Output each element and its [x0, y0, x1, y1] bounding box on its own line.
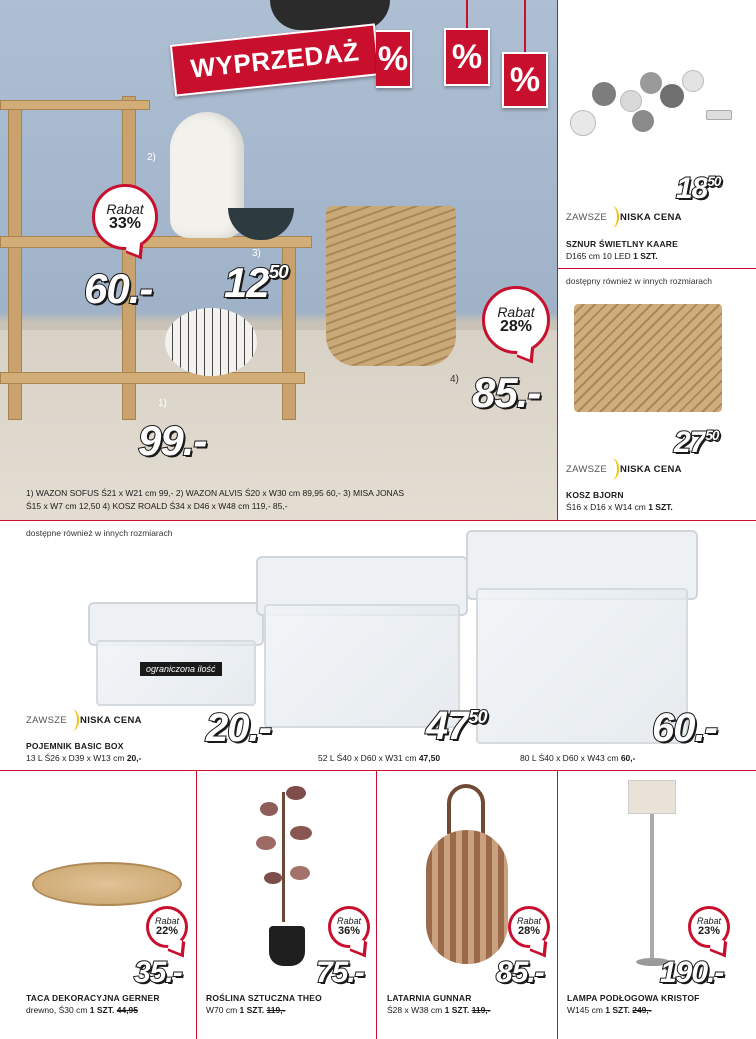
vase-sofus	[165, 308, 257, 376]
marker-4: 4)	[450, 374, 459, 385]
price-text: 20,-	[126, 753, 142, 763]
lantern-handle	[447, 784, 485, 834]
product-name: POJEMNIK BASIC BOX	[26, 741, 124, 751]
price-bjorn	[674, 428, 718, 458]
rabat-badge	[146, 906, 188, 948]
price-cents: 50	[705, 428, 719, 444]
product-desc	[387, 1005, 491, 1015]
niska-cena-text: NISKA CENA	[80, 714, 142, 726]
qty-text: 1 SZT.	[444, 1005, 470, 1015]
zawsze-text: ZAWSZE	[26, 714, 68, 726]
desc-text: Ś28 x W38 cm	[387, 1005, 443, 1015]
sale-banner: WYPRZEDAŻ	[170, 23, 380, 96]
zawsze-niska-cena-logo	[566, 458, 682, 480]
desc-text: 80 L Ś40 x D60 x W43 cm	[520, 753, 619, 763]
price-whole: 47	[426, 704, 469, 748]
price-box-small: 20.-	[206, 706, 271, 750]
rabat-value: 28%	[517, 925, 541, 937]
logo-arc	[605, 206, 619, 228]
product-desc	[566, 502, 673, 512]
product-name: KOSZ BJORN	[566, 490, 624, 500]
basket-roald	[326, 206, 456, 366]
rabat-label: Rabat	[336, 916, 362, 926]
price-whole: 12	[224, 259, 269, 306]
rabat-badge	[508, 906, 550, 948]
marker-2: 2)	[147, 152, 156, 163]
zawsze-niska-cena-logo	[566, 206, 682, 228]
qty-text: 1 SZT.	[648, 502, 673, 512]
rabat-value: 23%	[697, 925, 721, 937]
rabat-badge-28	[482, 286, 550, 354]
desc-text: 13 L Ś26 x D39 x W13 cm	[26, 753, 125, 763]
divider	[0, 770, 756, 771]
desc-text: drewno, Ś30 cm	[26, 1005, 88, 1015]
boxes-note: dostępne również w innych rozmiarach	[26, 528, 173, 538]
plant-pot	[269, 926, 305, 966]
plant-theo-image	[252, 782, 318, 922]
divider	[557, 268, 756, 269]
rabat-value: 28%	[499, 318, 533, 335]
product-name: ROŚLINA SZTUCZNA THEO	[206, 993, 322, 1003]
divider	[557, 770, 558, 1039]
rabat-label: Rabat	[154, 916, 180, 926]
shelf-board	[0, 100, 150, 110]
divider	[196, 770, 197, 1039]
rabat-label: Rabat	[497, 304, 535, 320]
product-name: LAMPA PODŁOGOWA KRISTOF	[567, 993, 700, 1003]
sign-string	[466, 0, 468, 30]
price-vase-alvis: 60.-	[84, 265, 153, 312]
price-cents: 50	[468, 706, 487, 727]
bjorn-note: dostępny również w innych rozmiarach	[566, 276, 712, 286]
old-price: 119,-	[266, 1005, 286, 1015]
old-price: 249,-	[632, 1005, 652, 1015]
lamp-pole	[650, 814, 654, 962]
price-box-mid	[426, 706, 487, 746]
niska-cena-text: NISKA CENA	[620, 211, 682, 223]
divider	[376, 770, 377, 1039]
price-box-large: 60.-	[652, 706, 717, 750]
price-cents: 50	[268, 261, 288, 283]
tray-gerner-image	[32, 862, 182, 906]
rabat-label: Rabat	[106, 201, 144, 217]
zawsze-text: ZAWSZE	[566, 463, 608, 475]
rabat-value: 33%	[108, 215, 142, 232]
divider	[0, 520, 756, 521]
old-price: 44,95	[116, 1005, 139, 1015]
rabat-badge-33	[92, 184, 158, 250]
shelf-board	[0, 372, 305, 384]
logo-arc	[65, 709, 79, 731]
product-name: LATARNIA GUNNAR	[387, 993, 472, 1003]
lamp-shade	[628, 780, 676, 814]
niska-cena-text: NISKA CENA	[620, 463, 682, 475]
qty-text: 1 SZT.	[239, 1005, 265, 1015]
box-small-desc	[26, 753, 141, 763]
product-desc	[567, 1005, 652, 1015]
price-whole: 27	[674, 426, 706, 459]
percent-sign-2: %	[444, 28, 490, 86]
hero-caption	[26, 487, 546, 513]
product-desc	[26, 1005, 138, 1015]
price-kaare	[676, 174, 720, 204]
product-desc	[566, 251, 658, 261]
price-gerner: 35.-	[134, 956, 182, 989]
product-name: TACA DEKORACYJNA GERNER	[26, 993, 160, 1003]
box-large-desc	[520, 753, 635, 763]
desc-text: W70 cm	[206, 1005, 238, 1015]
price-kristof: 190.-	[660, 956, 724, 989]
desc-text: Ś16 x D16 x W14 cm	[566, 502, 646, 512]
price-text: 60,-	[620, 753, 636, 763]
zawsze-niska-cena-logo	[26, 709, 142, 731]
rabat-badge	[688, 906, 730, 948]
price-basket-roald: 85.-	[472, 369, 541, 416]
price-cents: 50	[707, 174, 721, 190]
qty-text: 1 SZT.	[89, 1005, 115, 1015]
rabat-value: 36%	[337, 925, 361, 937]
hero-caption-line1: 1) WAZON SOFUS Ś21 x W21 cm 99,- 2) WAZON ALVIS Ś20 x W30 cm 89,95 60,- 3) MISA JONAS	[26, 488, 405, 498]
lantern-gunnar-image	[426, 830, 508, 964]
percent-sign-1: %	[376, 30, 412, 88]
price-bowl-jonas	[224, 259, 288, 306]
price-gunnar: 85.-	[496, 956, 544, 989]
divider	[557, 0, 558, 520]
price-vase-sofus: 99.-	[138, 417, 207, 464]
percent-sign-3: %	[502, 52, 548, 108]
price-theo: 75.-	[316, 956, 364, 989]
price-text: 47,50	[418, 753, 441, 763]
rabat-value: 22%	[155, 925, 179, 937]
string-lights-image	[570, 70, 740, 140]
price-whole: 18	[676, 172, 708, 205]
hero-caption-line2: Ś15 x W7 cm 12,50 4) KOSZ ROALD Ś34 x D46 x W48 cm 119,- 85,-	[26, 501, 288, 511]
old-price: 119,-	[471, 1005, 491, 1015]
product-name: SZNUR ŚWIETLNY KAARE	[566, 239, 678, 249]
marker-3: 3)	[252, 248, 261, 259]
desc-text: 52 L Ś40 x D60 x W31 cm	[318, 753, 417, 763]
marker-1: 1)	[158, 398, 167, 409]
desc-text: D165 cm 10 LED	[566, 251, 631, 261]
qty-text: 1 SZT.	[633, 251, 658, 261]
qty-text: 1 SZT.	[605, 1005, 630, 1015]
rabat-label: Rabat	[696, 916, 722, 926]
rabat-badge	[328, 906, 370, 948]
rabat-label: Rabat	[516, 916, 542, 926]
logo-arc	[605, 458, 619, 480]
sign-string	[524, 0, 526, 54]
product-desc	[206, 1005, 285, 1015]
box-mid-desc	[318, 753, 440, 763]
limited-badge: ograniczona ilość	[140, 662, 222, 676]
basket-bjorn-image	[574, 304, 722, 412]
desc-text: W145 cm	[567, 1005, 603, 1015]
zawsze-text: ZAWSZE	[566, 211, 608, 223]
